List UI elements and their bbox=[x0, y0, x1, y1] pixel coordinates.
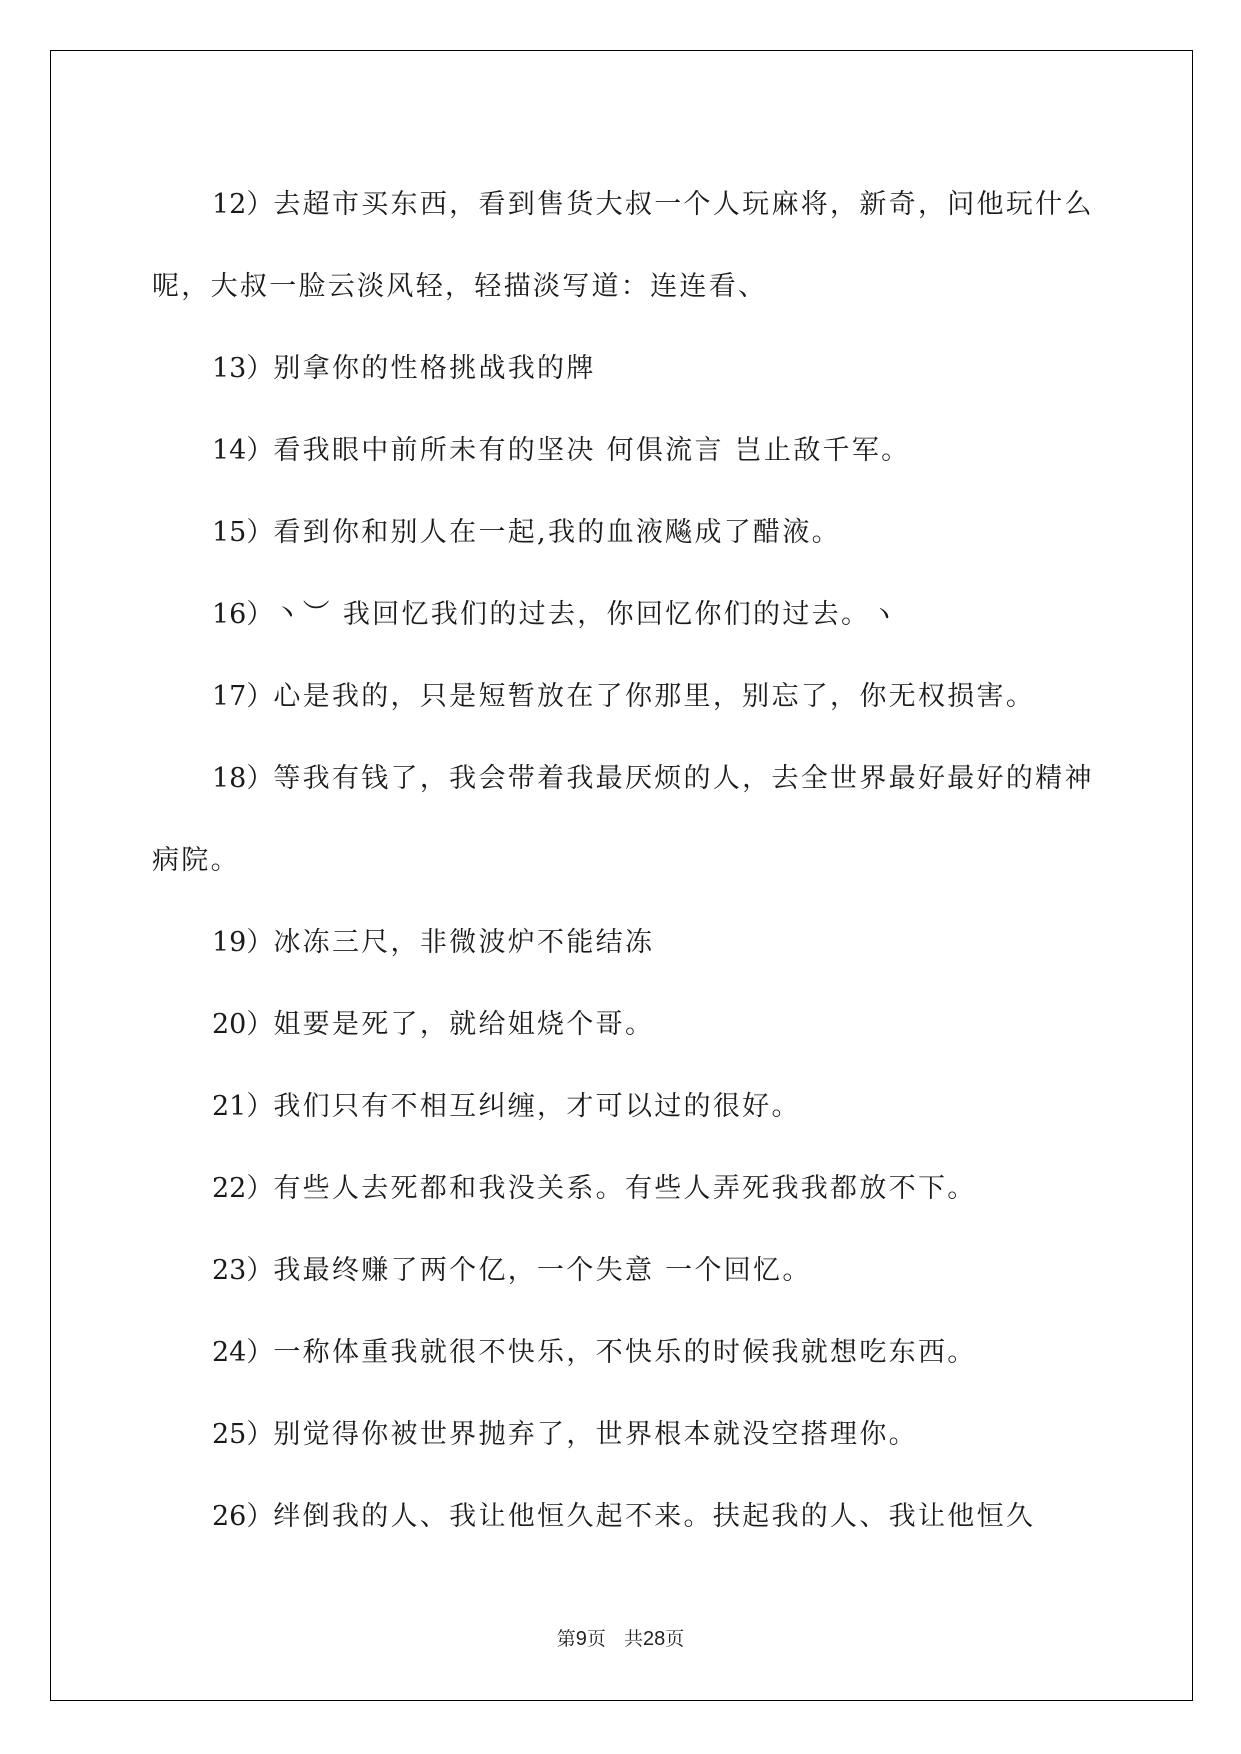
item-text: 绊倒我的人、我让他恒久起不来。扶起我的人、我让他恒久 bbox=[273, 1501, 1036, 1532]
item-text: 等我有钱了，我会带着我最厌烦的人，去全世界最好最好的精神病院。 bbox=[152, 763, 1094, 876]
paragraph bbox=[152, 1394, 1097, 1476]
item-number: 20） bbox=[212, 1009, 274, 1040]
page-suffix: 页 bbox=[586, 1628, 606, 1650]
paragraph bbox=[152, 984, 1097, 1066]
item-text: 冰冻三尺，非微波炉不能结冻 bbox=[273, 927, 655, 958]
page-prefix: 第 bbox=[556, 1628, 576, 1650]
paragraph bbox=[152, 410, 1097, 492]
item-text: 去超市买东西，看到售货大叔一个人玩麻将，新奇，问他玩什么呢，大叔一脸云淡风轻，轻描淡写道：连连看、 bbox=[152, 189, 1094, 302]
total-pages: 28 bbox=[642, 1628, 666, 1650]
item-number: 16） bbox=[212, 599, 274, 630]
item-number: 19） bbox=[212, 927, 274, 958]
item-text: 我们只有不相互纠缠，才可以过的很好。 bbox=[273, 1091, 801, 1122]
paragraph bbox=[152, 1148, 1097, 1230]
item-text: 看到你和别人在一起,我的血液飚成了醋液。 bbox=[273, 517, 841, 548]
paragraph bbox=[152, 164, 1097, 328]
item-number: 14） bbox=[212, 435, 274, 466]
item-number: 12） bbox=[212, 189, 274, 220]
paragraph bbox=[152, 902, 1097, 984]
paragraph bbox=[152, 738, 1097, 902]
total-prefix: 共 bbox=[623, 1628, 643, 1650]
document-body bbox=[152, 164, 1097, 1558]
item-text: 别拿你的性格挑战我的牌 bbox=[273, 353, 596, 384]
item-number: 21） bbox=[212, 1091, 274, 1122]
item-number: 15） bbox=[212, 517, 274, 548]
paragraph bbox=[152, 656, 1097, 738]
item-number: 13） bbox=[212, 353, 274, 384]
item-text: 姐要是死了，就给姐烧个哥。 bbox=[273, 1009, 655, 1040]
item-number: 25） bbox=[212, 1419, 274, 1450]
item-text: 别觉得你被世界抛弃了，世界根本就没空搭理你。 bbox=[273, 1419, 918, 1450]
item-number: 26） bbox=[212, 1501, 274, 1532]
item-number: 22） bbox=[212, 1173, 274, 1204]
item-text: 一称体重我就很不快乐，不快乐的时候我就想吃东西。 bbox=[273, 1337, 977, 1368]
paragraph bbox=[152, 1476, 1097, 1558]
item-text: 心是我的，只是短暂放在了你那里，别忘了，你无权损害。 bbox=[273, 681, 1036, 712]
item-text: 丶︶ 我回忆我们的过去，你回忆你们的过去。ヽ bbox=[273, 599, 900, 630]
paragraph bbox=[152, 492, 1097, 574]
total-suffix: 页 bbox=[665, 1628, 685, 1650]
page-footer bbox=[0, 1624, 1241, 1651]
paragraph bbox=[152, 1066, 1097, 1148]
item-text: 有些人去死都和我没关系。有些人弄死我我都放不下。 bbox=[273, 1173, 977, 1204]
item-text: 看我眼中前所未有的坚决 何俱流言 岂止敌千军。 bbox=[273, 435, 911, 466]
page-number: 9 bbox=[575, 1628, 587, 1650]
item-number: 17） bbox=[212, 681, 274, 712]
item-number: 23） bbox=[212, 1255, 274, 1286]
item-number: 18） bbox=[212, 763, 274, 794]
paragraph bbox=[152, 1312, 1097, 1394]
paragraph bbox=[152, 574, 1097, 656]
item-number: 24） bbox=[212, 1337, 274, 1368]
item-text: 我最终赚了两个亿，一个失意 一个回忆。 bbox=[273, 1255, 812, 1286]
paragraph bbox=[152, 328, 1097, 410]
paragraph bbox=[152, 1230, 1097, 1312]
